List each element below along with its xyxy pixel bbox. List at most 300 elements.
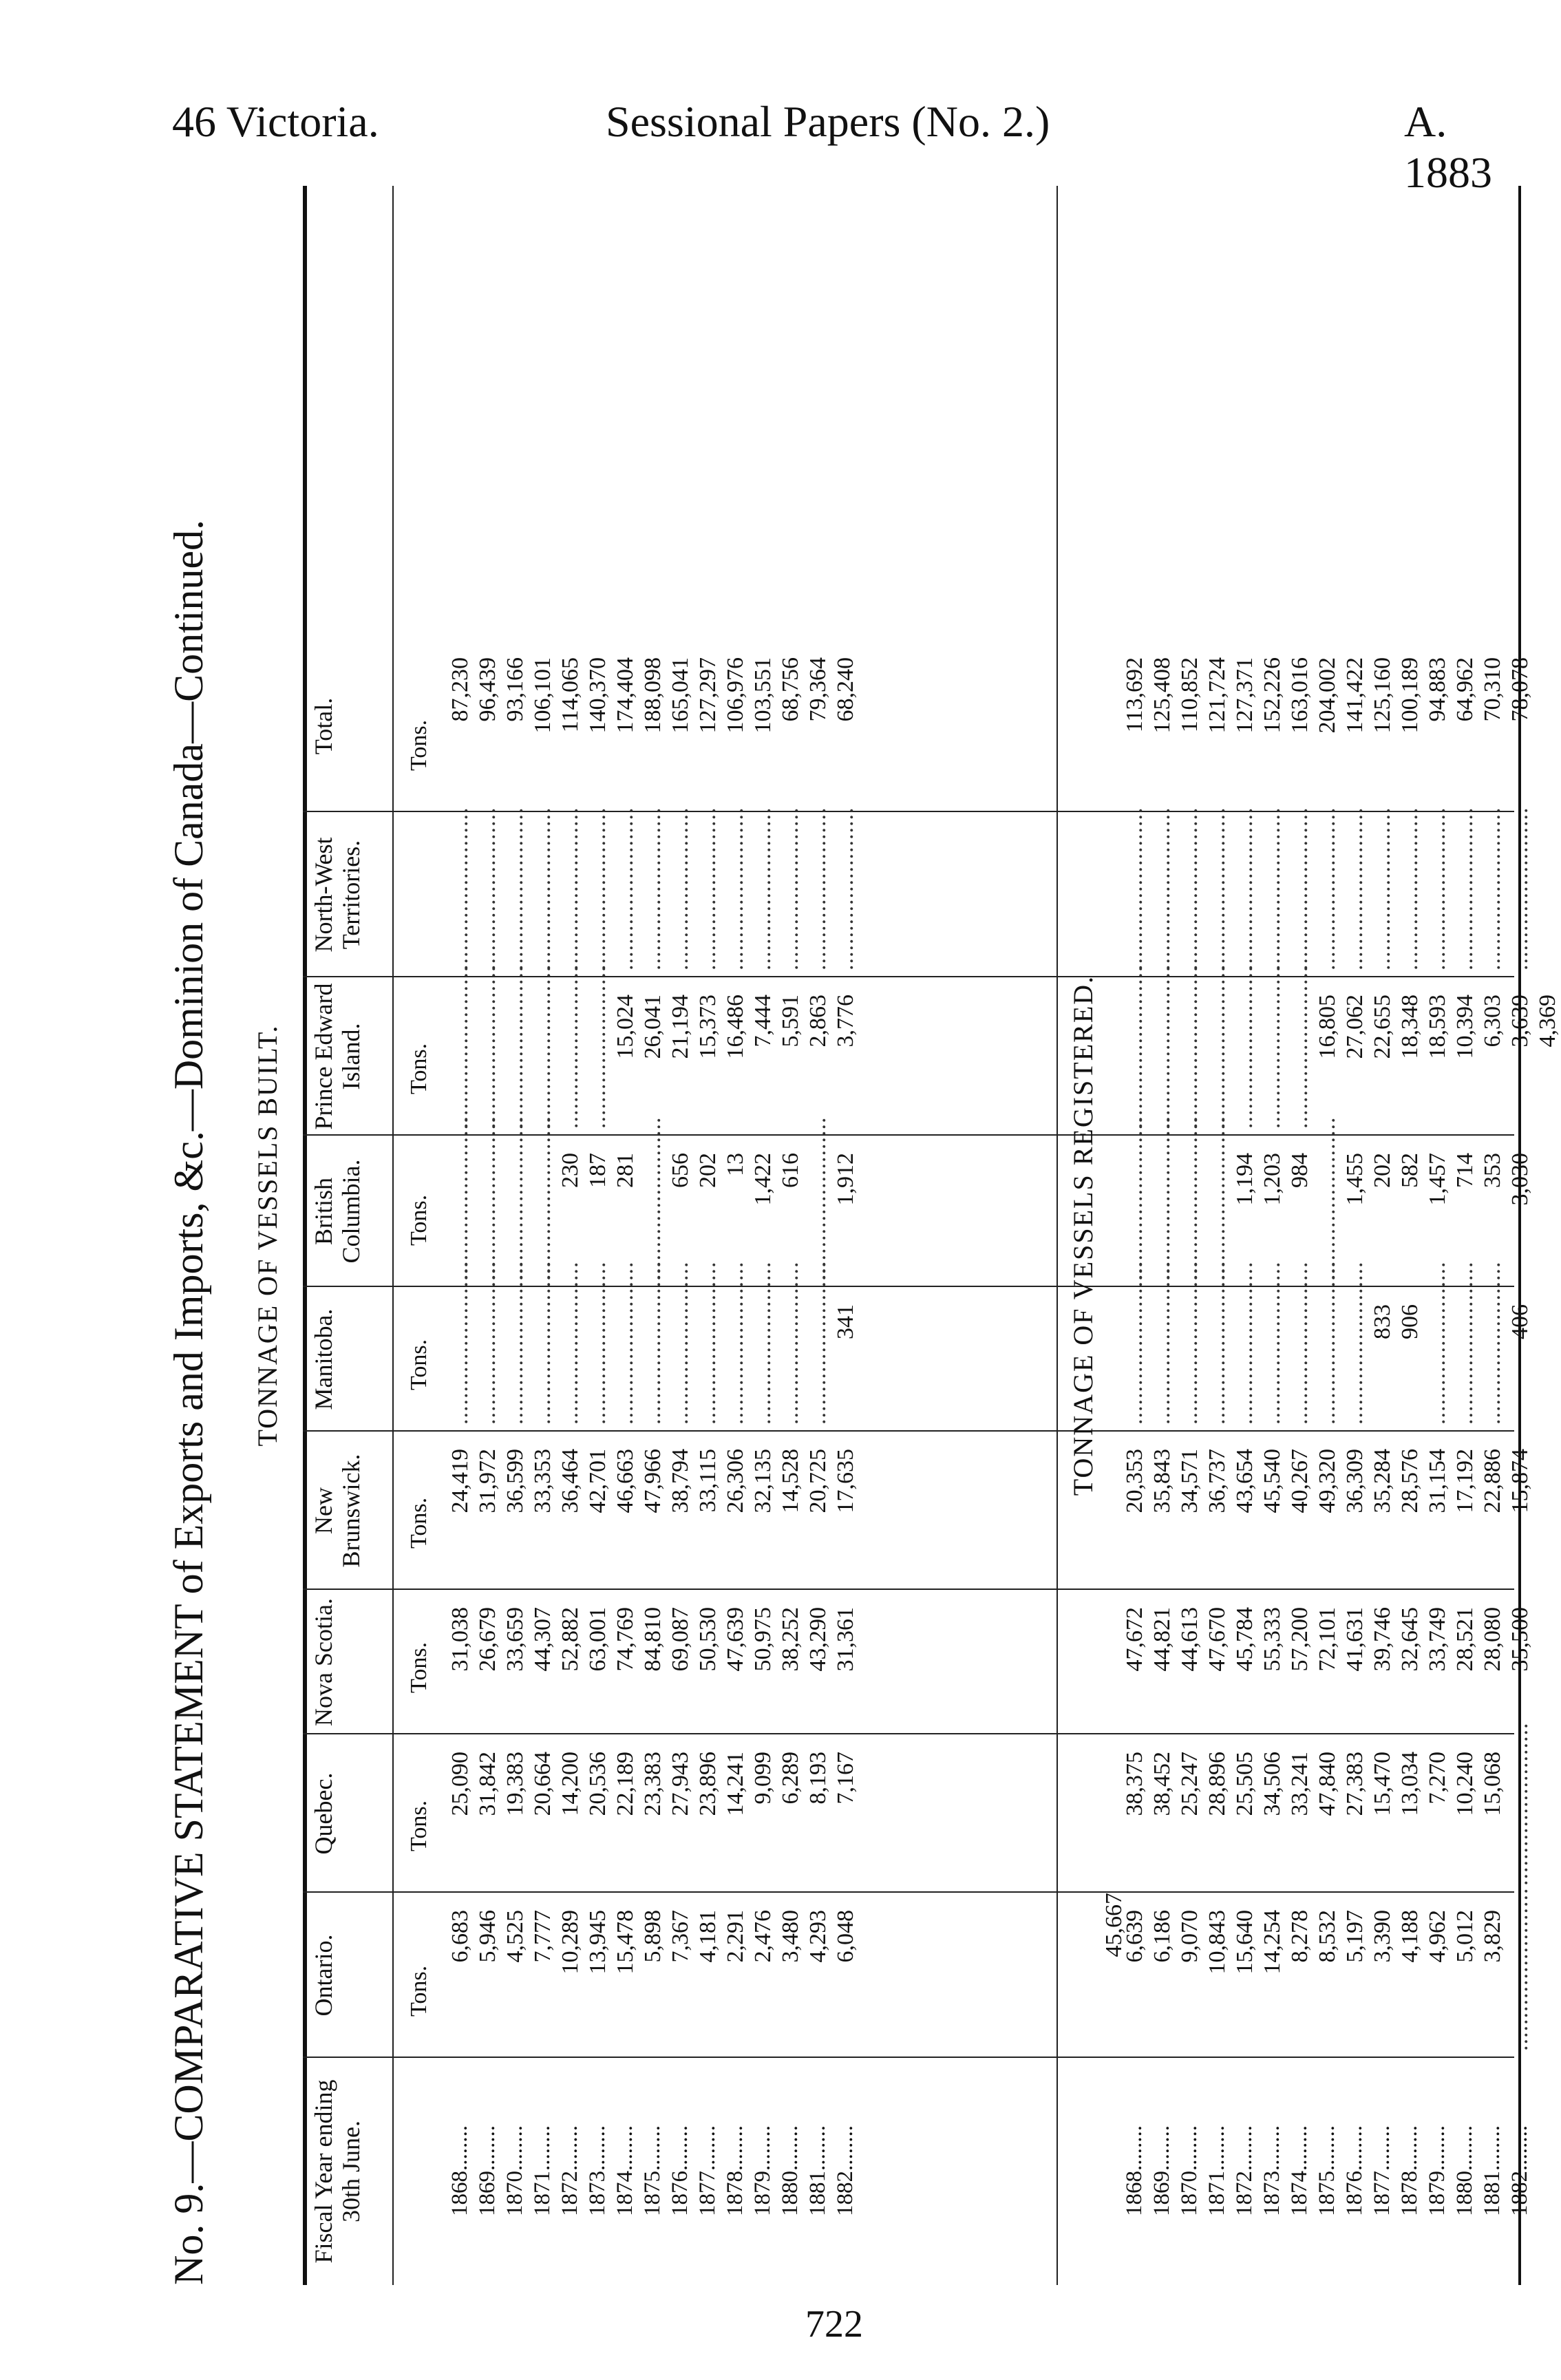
empty-cell: ......................... xyxy=(1177,1116,1202,1280)
empty-cell: ......................... xyxy=(778,807,803,970)
data-cell: 16,805 xyxy=(1315,995,1340,1059)
data-cell: 406 xyxy=(1507,1304,1533,1339)
empty-cell: ......................... xyxy=(723,1261,748,1425)
data-cell: 16,486 xyxy=(723,995,748,1059)
data-cell: 616 xyxy=(778,1153,803,1188)
data-cell: 204,002 xyxy=(1315,657,1340,734)
data-cell: 38,252 xyxy=(778,1607,803,1672)
data-cell: 47,672 xyxy=(1122,1607,1147,1672)
empty-cell: ......................... xyxy=(640,807,666,970)
data-cell: 28,896 xyxy=(1204,1752,1230,1816)
data-cell: 174,404 xyxy=(613,657,638,734)
table-title-text: No. 9.—COMPARATIVE STATEMENT of Exports and Imports, &c.—Dominion of Canada—Continued. xyxy=(166,519,211,2285)
data-cell: 127,371 xyxy=(1232,657,1257,734)
data-cell: 4,962 xyxy=(1425,1910,1450,1963)
data-cell: 8,193 xyxy=(805,1752,831,1805)
empty-cell: ......................... xyxy=(1149,1116,1175,1280)
data-cell: 127,297 xyxy=(695,657,721,734)
data-cell: 7,270 xyxy=(1425,1752,1450,1805)
unit-label: Tons. xyxy=(406,1194,432,1246)
data-cell: 22,655 xyxy=(1370,995,1395,1059)
data-cell: 10,843 xyxy=(1204,1910,1230,1975)
data-cell: 26,041 xyxy=(640,995,666,1059)
unit-label: Tons. xyxy=(406,719,432,771)
data-cell: 38,375 xyxy=(1122,1752,1147,1816)
data-cell: 55,333 xyxy=(1260,1607,1285,1672)
data-cell: 10,394 xyxy=(1452,995,1478,1059)
empty-cell: ......................... xyxy=(695,1261,721,1425)
data-cell: 87,230 xyxy=(447,657,473,722)
empty-cell: ......................... xyxy=(1149,1261,1175,1425)
data-cell: 94,883 xyxy=(1425,657,1450,722)
empty-cell: ......................... xyxy=(1232,965,1257,1129)
empty-cell: ......................... xyxy=(1452,1261,1478,1425)
data-cell: 5,946 xyxy=(475,1910,500,1963)
empty-cell: ......................... xyxy=(1122,1261,1147,1425)
row-year: 1875........ xyxy=(640,2125,665,2216)
column-header: Ontario. xyxy=(310,1934,337,2017)
extra-value: 45,667 xyxy=(1101,1893,1127,1957)
data-cell: 4,369 xyxy=(1535,995,1560,1048)
data-cell: 27,383 xyxy=(1342,1752,1368,1816)
empty-cell: ......................... xyxy=(1204,1116,1230,1280)
data-cell: 1,422 xyxy=(750,1153,776,1206)
data-cell: 17,635 xyxy=(833,1449,858,1513)
data-cell: 6,048 xyxy=(833,1910,858,1963)
data-cell: 1,455 xyxy=(1342,1153,1368,1206)
unit-label: Tons. xyxy=(406,1641,432,1693)
data-cell: 15,068 xyxy=(1480,1752,1505,1816)
unit-label: Tons. xyxy=(406,1497,432,1549)
data-cell: 7,367 xyxy=(668,1910,693,1963)
column-divider xyxy=(303,1430,1514,1432)
data-cell: 35,843 xyxy=(1149,1449,1175,1513)
empty-cell: ......................... xyxy=(1149,965,1175,1129)
empty-cell: ......................... xyxy=(502,965,528,1129)
data-cell: 165,041 xyxy=(668,657,693,734)
empty-cell: ......................... xyxy=(1342,1261,1368,1425)
data-cell: 5,591 xyxy=(778,995,803,1048)
empty-cell: ......................... xyxy=(613,1261,638,1425)
empty-cell: ......................... xyxy=(668,1261,693,1425)
row-year: 1872........ xyxy=(558,2125,582,2216)
section-title-registered: TONNAGE OF VESSELS REGISTERED. xyxy=(1068,975,1098,1496)
row-year: 1870........ xyxy=(1177,2125,1202,2216)
data-cell: 5,197 xyxy=(1342,1910,1368,1963)
data-cell: 10,289 xyxy=(558,1910,583,1975)
empty-cell: ......................... xyxy=(1260,1261,1285,1425)
data-cell: 47,840 xyxy=(1315,1752,1340,1816)
empty-cell: ......................... xyxy=(1507,807,1533,970)
data-cell: 3,390 xyxy=(1370,1910,1395,1963)
empty-cell: ......................... xyxy=(750,1261,776,1425)
empty-cell: ......................... xyxy=(1260,807,1285,970)
data-cell: 188,098 xyxy=(640,657,666,734)
empty-cell: ......................... xyxy=(1452,807,1478,970)
data-cell: 353 xyxy=(1480,1153,1505,1188)
data-cell: 70,310 xyxy=(1480,657,1505,722)
data-cell: 341 xyxy=(833,1304,858,1339)
data-cell: 31,154 xyxy=(1425,1449,1450,1513)
data-cell: 33,353 xyxy=(530,1449,555,1513)
data-cell: 2,291 xyxy=(723,1910,748,1963)
data-cell: 13 xyxy=(723,1153,748,1176)
data-cell: 33,241 xyxy=(1287,1752,1313,1816)
data-cell: 31,361 xyxy=(833,1607,858,1672)
empty-cell: ......................... xyxy=(805,1261,831,1425)
empty-cell: ......................... xyxy=(778,1261,803,1425)
data-cell: 25,505 xyxy=(1232,1752,1257,1816)
empty-cell: ......................... xyxy=(1232,807,1257,970)
data-cell: 68,756 xyxy=(778,657,803,722)
row-year: 1870........ xyxy=(502,2125,527,2216)
data-cell: 114,065 xyxy=(558,657,583,733)
data-cell: 230 xyxy=(558,1153,583,1188)
unit-label: Tons. xyxy=(406,1965,432,2017)
data-cell: 5,898 xyxy=(640,1910,666,1963)
row-year: 1880........ xyxy=(1452,2125,1477,2216)
data-cell: 656 xyxy=(668,1153,693,1188)
row-year: 1871........ xyxy=(530,2125,555,2216)
data-cell: 32,645 xyxy=(1397,1607,1423,1672)
empty-cell: ......................... xyxy=(558,965,583,1129)
data-cell: 36,737 xyxy=(1204,1449,1230,1513)
empty-cell: ......................... xyxy=(585,1261,610,1425)
data-cell: 31,842 xyxy=(475,1752,500,1816)
data-cell: 24,419 xyxy=(447,1449,473,1513)
data-cell: 15,373 xyxy=(695,995,721,1059)
data-cell: 3,776 xyxy=(833,995,858,1048)
data-cell: 43,654 xyxy=(1232,1449,1257,1513)
data-cell: 202 xyxy=(695,1153,721,1188)
data-cell: 4,188 xyxy=(1397,1910,1423,1963)
empty-cell: ......................... xyxy=(502,1261,528,1425)
data-cell: 23,383 xyxy=(640,1752,666,1816)
empty-cell: ......................... xyxy=(1260,965,1285,1129)
data-cell: 140,370 xyxy=(585,657,610,734)
data-cell: 121,724 xyxy=(1204,657,1230,734)
data-cell: 202 xyxy=(1370,1153,1395,1188)
data-cell: 14,200 xyxy=(558,1752,583,1816)
data-cell: 106,101 xyxy=(530,657,555,734)
data-cell: 19,383 xyxy=(502,1752,528,1816)
data-cell: 2,863 xyxy=(805,995,831,1048)
data-cell: 15,470 xyxy=(1370,1752,1395,1816)
row-year: 1872........ xyxy=(1232,2125,1257,2216)
empty-cell: ......................... xyxy=(1122,807,1147,970)
data-cell: 47,639 xyxy=(723,1607,748,1672)
data-cell: 23,896 xyxy=(695,1752,721,1816)
data-cell: 20,664 xyxy=(530,1752,555,1816)
empty-cell: ......................... xyxy=(475,965,500,1129)
data-cell: 50,530 xyxy=(695,1607,721,1672)
data-cell: 38,452 xyxy=(1149,1752,1175,1816)
data-cell: 7,777 xyxy=(530,1910,555,1963)
data-cell: 47,670 xyxy=(1204,1607,1230,1672)
empty-cell: ......................... xyxy=(447,1261,473,1425)
data-cell: 33,115 xyxy=(695,1449,721,1513)
row-year: 1878........ xyxy=(1397,2125,1422,2216)
empty-cell: ......................... xyxy=(723,807,748,970)
row-year: 1873........ xyxy=(585,2125,610,2216)
data-cell: 21,194 xyxy=(668,995,693,1059)
empty-cell: ......................... xyxy=(530,965,555,1129)
data-cell: 33,749 xyxy=(1425,1607,1450,1672)
data-cell: 52,882 xyxy=(558,1607,583,1672)
data-cell: 72,101 xyxy=(1315,1607,1340,1672)
data-cell: 1,194 xyxy=(1232,1153,1257,1206)
data-cell: 6,303 xyxy=(1480,995,1505,1048)
empty-cell: ......................... xyxy=(1232,1261,1257,1425)
empty-cell: ......................... xyxy=(502,807,528,970)
data-cell: 281 xyxy=(613,1153,638,1188)
data-cell: 35,284 xyxy=(1370,1449,1395,1513)
empty-cell: ......................... xyxy=(1425,1261,1450,1425)
data-cell: 8,278 xyxy=(1287,1910,1313,1963)
row-year: 1874........ xyxy=(1287,2125,1312,2216)
data-cell: 6,186 xyxy=(1149,1910,1175,1963)
empty-cell: ......................... xyxy=(530,807,555,970)
row-year: 1882........ xyxy=(1507,2125,1532,2216)
empty-cell: ......................... xyxy=(805,807,831,970)
data-cell: 31,038 xyxy=(447,1607,473,1672)
data-cell: 113,692 xyxy=(1122,657,1147,733)
table-title xyxy=(158,186,248,2285)
data-cell: 714 xyxy=(1452,1153,1478,1188)
data-cell: 25,090 xyxy=(447,1752,473,1816)
data-cell: 3,829 xyxy=(1480,1910,1505,1963)
data-cell: 93,166 xyxy=(502,657,528,722)
data-cell: 14,241 xyxy=(723,1752,748,1816)
data-cell: 13,945 xyxy=(585,1910,610,1975)
data-cell: 43,290 xyxy=(805,1607,831,1672)
empty-cell: ......................... xyxy=(475,807,500,970)
data-cell: 79,364 xyxy=(805,657,831,722)
data-cell: 36,464 xyxy=(558,1449,583,1513)
empty-cell: ......................... xyxy=(1287,1261,1313,1425)
row-year: 1874........ xyxy=(613,2125,637,2216)
data-cell: 125,160 xyxy=(1370,657,1395,734)
empty-cell: ......................... xyxy=(585,807,610,970)
row-year: 1882........ xyxy=(833,2125,858,2216)
data-cell: 40,267 xyxy=(1287,1449,1313,1513)
data-cell: 6,639 xyxy=(1122,1910,1147,1963)
data-cell: 1,912 xyxy=(833,1153,858,1206)
section-title-built: TONNAGE OF VESSELS BUILT. xyxy=(252,1024,283,1447)
data-cell: 44,307 xyxy=(530,1607,555,1672)
row-year: 1879........ xyxy=(750,2125,775,2216)
empty-cell: ......................... xyxy=(1315,1116,1340,1280)
data-cell: 34,571 xyxy=(1177,1449,1202,1513)
header-volume: A. 1883 xyxy=(1404,97,1492,197)
column-header: Fiscal Year ending 30th June. xyxy=(310,2079,365,2264)
empty-cell: ......................... xyxy=(695,807,721,970)
column-header: North-West Territories. xyxy=(310,837,365,953)
empty-cell: ......................... xyxy=(750,807,776,970)
data-cell: 36,599 xyxy=(502,1449,528,1513)
data-cell: 96,439 xyxy=(475,657,500,722)
data-cell: 28,576 xyxy=(1397,1449,1423,1513)
rotated-table xyxy=(158,186,1560,2285)
data-cell: 4,293 xyxy=(805,1910,831,1963)
data-cell: 18,593 xyxy=(1425,995,1450,1059)
data-cell: 47,966 xyxy=(640,1449,666,1513)
data-cell: 13,034 xyxy=(1397,1752,1423,1816)
empty-cell: ......................... xyxy=(1315,807,1340,970)
data-cell: 110,852 xyxy=(1177,657,1202,733)
data-cell: 45,540 xyxy=(1260,1449,1285,1513)
data-cell: 49,320 xyxy=(1315,1449,1340,1513)
row-year: 1881........ xyxy=(1480,2125,1505,2216)
data-cell: 163,016 xyxy=(1287,657,1313,734)
data-cell: 20,725 xyxy=(805,1449,831,1513)
data-cell: 8,532 xyxy=(1315,1910,1340,1963)
data-cell: 6,289 xyxy=(778,1752,803,1805)
empty-cell: ......................... xyxy=(1287,807,1313,970)
data-cell: 45,784 xyxy=(1232,1607,1257,1672)
data-cell: 84,810 xyxy=(640,1607,666,1672)
header-session: 46 Victoria. xyxy=(172,97,379,146)
data-cell: 31,972 xyxy=(475,1449,500,1513)
empty-cell: ......................... xyxy=(1397,807,1423,970)
empty-cell: ......................... xyxy=(668,807,693,970)
empty-cell: ......................... xyxy=(613,807,638,970)
data-cell: 50,975 xyxy=(750,1607,776,1672)
data-cell: 35,500 xyxy=(1507,1607,1533,1672)
empty-cell: ......................... xyxy=(1177,965,1202,1129)
row-year: 1879........ xyxy=(1425,2125,1450,2216)
data-cell: 41,631 xyxy=(1342,1607,1368,1672)
column-header: British Columbia. xyxy=(310,1159,365,1264)
data-cell: 3,480 xyxy=(778,1910,803,1963)
data-cell: 14,528 xyxy=(778,1449,803,1513)
data-cell: 25,247 xyxy=(1177,1752,1202,1816)
empty-cell: ......................... xyxy=(1204,965,1230,1129)
data-cell: 39,746 xyxy=(1370,1607,1395,1672)
empty-cell: ......................... xyxy=(1204,807,1230,970)
empty-cell: ......................... xyxy=(1480,807,1505,970)
row-year: 1868........ xyxy=(447,2125,472,2216)
data-cell: 42,701 xyxy=(585,1449,610,1513)
row-year: 1876........ xyxy=(668,2125,692,2216)
data-cell: 100,189 xyxy=(1397,657,1423,734)
data-cell: 7,444 xyxy=(750,995,776,1048)
empty-cell: ......................... xyxy=(530,1116,555,1280)
data-cell: 26,679 xyxy=(475,1607,500,1672)
data-cell: 17,192 xyxy=(1452,1449,1478,1513)
empty-cell: ......................... xyxy=(585,965,610,1129)
row-year: 1869........ xyxy=(475,2125,500,2216)
data-cell: 57,200 xyxy=(1287,1607,1313,1672)
empty-cell: ......................... xyxy=(1177,1261,1202,1425)
empty-cell: ......................... xyxy=(1425,807,1450,970)
empty-cell: ......................... xyxy=(447,1116,473,1280)
data-cell: 3,639 xyxy=(1507,995,1533,1048)
row-year: 1877........ xyxy=(1370,2125,1394,2216)
empty-cell: ......................... xyxy=(1507,1887,1533,2051)
empty-cell: ......................... xyxy=(502,1116,528,1280)
empty-cell: ......................... xyxy=(1370,807,1395,970)
data-cell: 38,794 xyxy=(668,1449,693,1513)
empty-cell: ......................... xyxy=(640,1116,666,1280)
row-year: 1876........ xyxy=(1342,2125,1367,2216)
data-cell: 582 xyxy=(1397,1153,1423,1188)
data-cell: 6,683 xyxy=(447,1910,473,1963)
column-header: New Brunswick. xyxy=(310,1454,365,1568)
column-header: Prince Edward Island. xyxy=(310,983,365,1130)
data-cell: 4,525 xyxy=(502,1910,528,1963)
data-cell: 18,348 xyxy=(1397,995,1423,1059)
data-cell: 74,769 xyxy=(613,1607,638,1672)
empty-cell: ......................... xyxy=(558,1261,583,1425)
data-cell: 68,240 xyxy=(833,657,858,722)
empty-cell: ......................... xyxy=(1177,807,1202,970)
unit-label: Tons. xyxy=(406,1043,432,1094)
page-header xyxy=(0,96,1542,197)
column-header: Total. xyxy=(310,697,337,755)
empty-cell: ......................... xyxy=(805,1116,831,1280)
data-cell: 78,078 xyxy=(1507,657,1533,722)
empty-cell: ......................... xyxy=(640,1261,666,1425)
empty-cell: ......................... xyxy=(1122,1116,1147,1280)
row-year: 1869........ xyxy=(1149,2125,1174,2216)
data-cell: 9,099 xyxy=(750,1752,776,1805)
data-cell: 103,551 xyxy=(750,657,776,734)
data-cell: 44,613 xyxy=(1177,1607,1202,1672)
empty-cell: ......................... xyxy=(447,965,473,1129)
data-cell: 15,874 xyxy=(1507,1449,1533,1513)
row-year: 1875........ xyxy=(1315,2125,1339,2216)
data-cell: 2,476 xyxy=(750,1910,776,1963)
header-rule xyxy=(392,186,394,2285)
data-cell: 28,080 xyxy=(1480,1607,1505,1672)
section-rule xyxy=(1056,186,1058,2285)
row-year: 1877........ xyxy=(695,2125,720,2216)
data-cell: 14,254 xyxy=(1260,1910,1285,1975)
header-papers: Sessional Papers (No. 2.) xyxy=(606,97,1050,146)
column-header: Manitoba. xyxy=(310,1308,337,1410)
data-cell: 36,309 xyxy=(1342,1449,1368,1513)
row-year: 1878........ xyxy=(723,2125,747,2216)
data-cell: 7,167 xyxy=(833,1752,858,1805)
data-cell: 15,640 xyxy=(1232,1910,1257,1975)
data-cell: 1,203 xyxy=(1260,1153,1285,1206)
data-cell: 26,306 xyxy=(723,1449,748,1513)
empty-cell: ......................... xyxy=(1122,965,1147,1129)
empty-cell: ......................... xyxy=(558,807,583,970)
data-cell: 125,408 xyxy=(1149,657,1175,734)
row-year: 1881........ xyxy=(805,2125,830,2216)
data-cell: 833 xyxy=(1370,1304,1395,1339)
unit-label: Tons. xyxy=(406,1339,432,1390)
data-cell: 28,521 xyxy=(1452,1607,1478,1672)
data-cell: 15,478 xyxy=(613,1910,638,1975)
data-cell: 22,189 xyxy=(613,1752,638,1816)
data-cell: 4,181 xyxy=(695,1910,721,1963)
row-year: 1880........ xyxy=(778,2125,803,2216)
empty-cell: ......................... xyxy=(447,807,473,970)
data-cell: 27,062 xyxy=(1342,995,1368,1059)
row-year: 1871........ xyxy=(1204,2125,1229,2216)
column-header: Quebec. xyxy=(310,1772,337,1855)
data-cell: 5,012 xyxy=(1452,1910,1478,1963)
empty-cell: ......................... xyxy=(1287,965,1313,1129)
data-cell: 20,536 xyxy=(585,1752,610,1816)
data-cell: 34,506 xyxy=(1260,1752,1285,1816)
data-cell: 22,886 xyxy=(1480,1449,1505,1513)
empty-cell: ......................... xyxy=(475,1116,500,1280)
data-cell: 1,457 xyxy=(1425,1153,1450,1206)
